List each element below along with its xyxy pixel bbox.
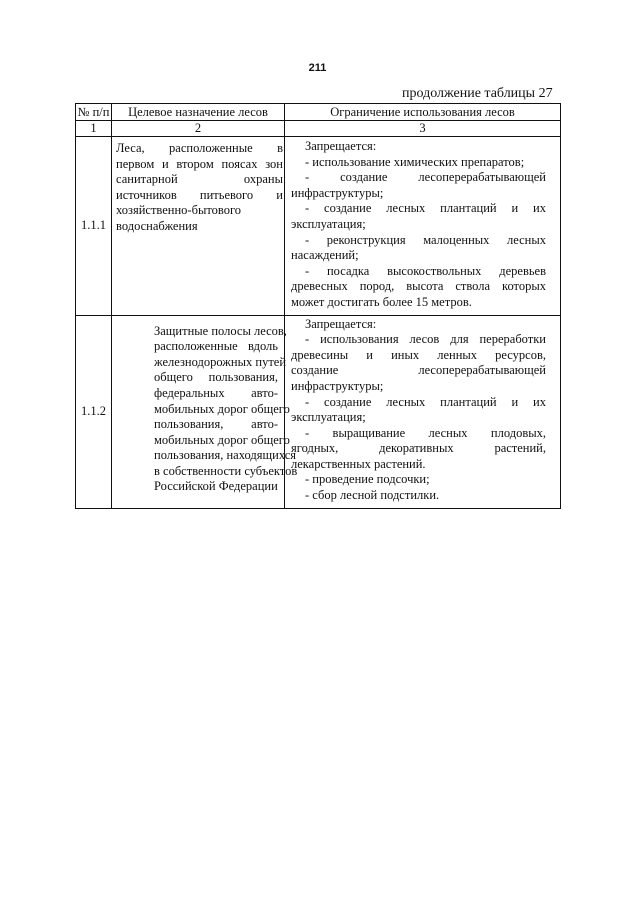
restriction-line: - проведение подсочки;	[305, 472, 430, 487]
header-number: № п/п	[76, 104, 112, 121]
row-code: 1.1.2	[76, 315, 112, 508]
purpose-line: хозяйственно-бытового	[116, 203, 242, 218]
purpose-cell	[112, 315, 298, 508]
restriction-line: - реконструкция малоценных лесных	[305, 232, 546, 247]
purpose-line: Защитные полосы лесов,	[154, 323, 287, 338]
restriction-line: древесины и иных ленных ресурсов,	[291, 347, 546, 362]
page-number: 211	[308, 62, 327, 74]
restrictions-table	[75, 103, 561, 509]
restriction-line: инфраструктуры;	[291, 378, 384, 393]
purpose-line: мобильных дорог общего	[154, 401, 290, 416]
table-continuation-label: продолжение таблицы 27	[402, 86, 553, 101]
restriction-line: Запрещается:	[305, 316, 377, 331]
purpose-line: в собственности субъектов	[154, 463, 298, 478]
table-row	[76, 137, 561, 316]
restriction-line: - создание лесоперерабатывающей	[305, 170, 546, 185]
restriction-line: - сбор лесной подстилки.	[305, 488, 440, 503]
restriction-line: - использования лесов для переработки	[305, 332, 546, 347]
column-number: 1	[76, 121, 112, 137]
restriction-line: инфраструктуры;	[291, 185, 384, 200]
restriction-cell	[285, 315, 561, 508]
purpose-line: мобильных дорог общего	[154, 432, 290, 447]
restriction-line: - выращивание лесных плодовых,	[305, 425, 546, 440]
restriction-line: эксплуатация;	[291, 216, 366, 231]
restriction-line: - посадка высокоствольных деревьев	[305, 263, 546, 278]
restriction-line: - использование химических препаратов;	[305, 154, 525, 169]
restriction-line: создание лесоперерабатывающей	[291, 363, 546, 378]
header-restriction: Ограничение использования лесов	[285, 104, 561, 121]
purpose-line: расположенные вдоль	[154, 339, 278, 354]
table-row	[76, 315, 561, 508]
restriction-line: лекарственных растений.	[291, 456, 426, 471]
purpose-line: общего пользования,	[154, 370, 278, 385]
restriction-line: - создание лесных плантаций и их	[305, 201, 546, 216]
row-code: 1.1.1	[76, 137, 112, 316]
column-number-row	[76, 121, 561, 137]
purpose-cell	[112, 137, 285, 316]
restriction-cell	[285, 137, 561, 316]
purpose-line: железнодорожных путей	[154, 354, 287, 369]
restriction-line: древесных пород, высота ствола которых	[291, 279, 546, 294]
restriction-line: ягодных, декоративных растений,	[291, 441, 546, 456]
purpose-line: Леса, расположенные в	[116, 141, 283, 155]
purpose-line: источников питьевого и	[116, 187, 283, 202]
purpose-line: водоснабжения	[116, 218, 198, 233]
purpose-line: санитарной охраны	[116, 172, 283, 187]
purpose-line: первом и втором поясах зон	[116, 156, 283, 171]
restriction-line: Запрещается:	[305, 139, 377, 153]
header-purpose: Целевое назначение лесов	[112, 104, 285, 121]
restriction-line: насаждений;	[291, 248, 359, 263]
restriction-line: - создание лесных плантаций и их	[305, 394, 546, 409]
column-number: 2	[112, 121, 285, 137]
purpose-line: федеральных авто-	[154, 385, 278, 400]
restriction-line: может достигать более 15 метров.	[291, 294, 472, 309]
restriction-line: эксплуатация;	[291, 410, 366, 425]
purpose-line: Российской Федерации	[154, 479, 278, 494]
table-header-row	[76, 104, 561, 121]
column-number: 3	[285, 121, 561, 137]
purpose-line: пользования, находящихся	[154, 448, 297, 463]
purpose-line: пользования, авто-	[154, 417, 278, 432]
